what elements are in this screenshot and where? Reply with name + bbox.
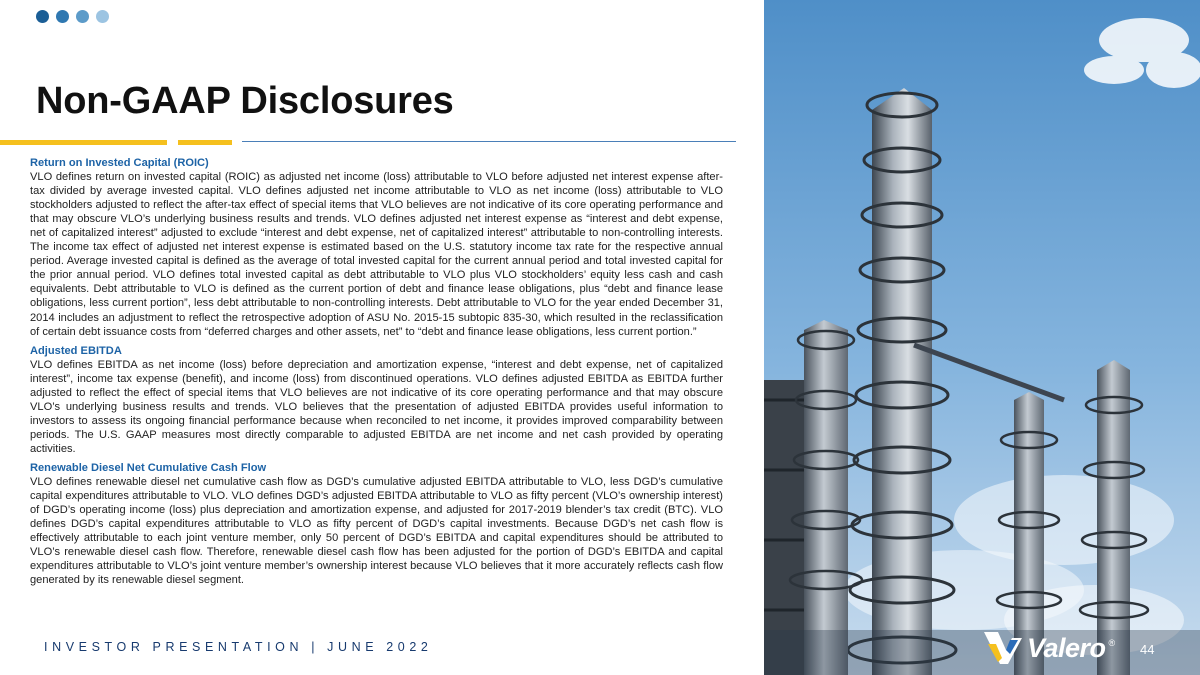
decorative-dots — [36, 10, 109, 23]
valero-v-mark-icon — [984, 632, 1024, 664]
title-underline-accent-short — [178, 140, 232, 145]
section-heading: Return on Invested Capital (ROIC) — [30, 157, 209, 169]
section-paragraph: VLO defines renewable diesel net cumulative cash flow as DGD’s cumulative adjusted EBITDA attributable to VLO, less DGD’s cumulative capital expenditures attributable to VLO. VLO defines DGD’s adjusted EBITDA attributable to VLO as fifty percent (VLO’s ownership interest) of DGD’s operating income (loss) plus depreciation and amortization expense, and adjusted for 2017-2019 blender’s tax credit (BTC). VLO defines DGD’s capital expenditures attributable to VLO as fifty percent of DGD’s capital investments. Because DGD’s net cash flow is effectively attributable to each joint venture member, only 50 percent of DGD’s EBITDA and capital expenditures should be attributed to VLO’s renewable diesel cash flow. Therefore, renewable diesel cash flow has been adjusted for the portion of DGD’s EBITDA and capital expenditures attributable to VLO’s joint venture member’s ownership interest because VLO believes that it more accurately reflects cash flow generated by its renewable diesel segment. — [30, 476, 723, 587]
section-paragraph: VLO defines EBITDA as net income (loss) before depreciation and amortization expense, “interest and debt expense, net of capitalized interest”, income tax expense (benefit), and income (loss) from discontinued operations. VLO defines adjusted EBITDA as EBITDA further adjusted to reflect the effect of special items that VLO believes are not indicative of its core operating performance and that may obscure VLO’s underlying business results and trends. VLO believes that the presentation of adjusted EBITDA provides useful information to investors to assess its ongoing financial performance because when reconciled to net income, it provides improved comparability between periods. The U.S. GAAP measures most directly comparable to adjusted EBITDA are net income and net cash provided by operating activities. — [30, 358, 723, 455]
section-adjusted-ebitda — [30, 344, 723, 456]
refinery-photo — [764, 0, 1200, 675]
valero-wordmark: Valero — [1027, 632, 1106, 663]
section-renewable-diesel — [30, 461, 723, 587]
slide-title: Non-GAAP Disclosures — [36, 80, 454, 122]
disclosure-body — [30, 156, 723, 592]
section-paragraph: VLO defines return on invested capital (ROIC) as adjusted net income (loss) attributable to VLO before adjusted net interest expense after-tax divided by average invested capital. VLO defines adjusted net income attributable to VLO as net income (loss) attributable to VLO stockholders adjusted to reflect the after-tax effect of special items that VLO believes are not indicative of its core operating performance and that may obscure VLO’s underlying business results and trends. VLO defines adjusted net interest expense as “interest and debt expense, net of capitalized interest” adjusted to exclude “interest and debt expense, net of capitalized interest” attributable to non-controlling interests. The income tax effect of adjusted net interest expense is estimated based on the U.S. statutory income tax rate for the respective annual period. Average invested capital is defined as the average of total invested capital for the current annual period and total invested capital for the prior annual period. VLO defines total invested capital as debt attributable to VLO plus VLO stockholders’ equity less cash and cash equivalents. Debt attributable to VLO is defined as the current portion of debt and finance lease obligations, plus “debt and finance lease obligations, less current portion”, less debt attributable to non-controlling interests. Debt attributable to VLO for the year ended December 31, 2014 includes an adjustment to reflect the retrospective adoption of ASU No. 2015-15 subtopic 835-30, which resulted in the reclassification of certain debt issuance costs from “deferred charges and other assets, net” to “debt and finance lease obligations, less current portion.” — [30, 171, 723, 338]
title-underline-accent — [0, 140, 167, 145]
dot-1 — [36, 10, 49, 23]
page-number: 44 — [1140, 642, 1155, 657]
registered-mark: ® — [1108, 638, 1116, 648]
dot-4 — [96, 10, 109, 23]
section-heading: Adjusted EBITDA — [30, 344, 122, 357]
section-roic — [30, 156, 723, 339]
dot-2 — [56, 10, 69, 23]
title-divider-rule — [242, 141, 736, 142]
section-heading: Renewable Diesel Net Cumulative Cash Flow — [30, 461, 267, 474]
dot-3 — [76, 10, 89, 23]
footer-caption: INVESTOR PRESENTATION | JUNE 2022 — [44, 640, 433, 654]
valero-logo — [984, 632, 1115, 664]
